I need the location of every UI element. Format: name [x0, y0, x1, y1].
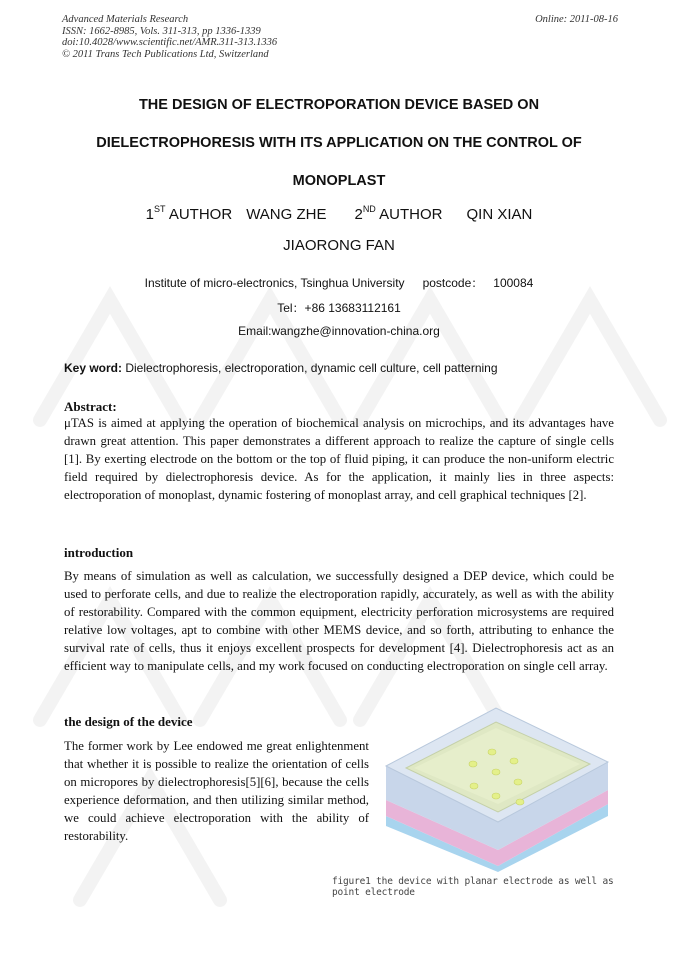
- postcode-value: 100084: [493, 276, 534, 290]
- introduction-text: By means of simulation as well as calculation, we successfully designed a DEP device, which could be used to perforate cells, and due to realize the electroporation rapidly, accurately, as well as with the ability of restorability. Compared with the common equipment, electricity perforation microsystems are required relative low voltages, apt to combine with other MEMS device, and so forth, attributing to enhance the survival rate of cells, thus it enjoys excellent prospects for development [4]. Dielectrophoresis act as an efficient way to manipulate cells, and my work focused on conducting electroporation on single cell array.: [64, 569, 614, 674]
- design-heading: the design of the device: [64, 714, 193, 729]
- second-author-name: QIN XIAN: [466, 206, 533, 223]
- point-electrode: [492, 769, 500, 775]
- point-electrode: [510, 758, 518, 764]
- introduction-heading: introduction: [64, 545, 134, 560]
- online-date: Online: 2011-08-16: [535, 14, 618, 25]
- first-author-label: AUTHOR: [168, 206, 233, 223]
- point-electrode: [492, 793, 500, 799]
- design-text: The former work by Lee endowed me great enlightenment that whether it is possible to realize the orientation of cells on micropores by dielectrophoresis[5][6], because the cells experience deformation, and then utilizing similar method, we could achieve electroporation with the ability of restorability.: [64, 739, 369, 844]
- keywords: [64, 361, 624, 375]
- second-author-number: 2: [354, 206, 363, 223]
- abstract-text: μTAS is aimed at applying the operation of biochemical analysis on microchips, and its advantages have drawn great attention. This paper demonstrates a different approach to realize the capture of single cells [1]. By exerting electrode on the bottom or the top of fluid piping, it can produce the non-uniform electric field required by dielectrophoresis device. As for the application, it mainly lies in three aspects: electroporation of monoplast, dynamic fostering of monoplast array, and cell graphical techniques [2].: [64, 416, 614, 503]
- institute-name: Institute of micro-electronics, Tsinghua University: [144, 276, 405, 290]
- issn-line: ISSN: 1662-8985, Vols. 311-313, pp 1336-1339: [62, 25, 261, 37]
- figure-caption: figure1 the device with planar electrode as well as point electrode: [332, 876, 614, 898]
- copyright-line: © 2011 Trans Tech Publications Ltd, Switzerland: [62, 48, 269, 60]
- paper-title: [40, 86, 638, 200]
- doi-line: doi:10.4028/www.scientific.net/AMR.311-313.1336: [62, 37, 278, 48]
- telephone: Tel：+86 13683112161: [277, 301, 401, 315]
- point-electrode: [469, 761, 477, 767]
- postcode-label: postcode：: [422, 276, 484, 290]
- first-author-number: 1: [145, 206, 154, 223]
- first-author-ordinal: ST: [153, 204, 166, 214]
- title-line-3: MONOPLAST: [292, 173, 386, 189]
- abstract-heading: Abstract:: [64, 399, 117, 414]
- affiliation-line: [40, 274, 638, 291]
- journal-name: Advanced Materials Research: [62, 14, 189, 25]
- title-line-1: THE DESIGN OF ELECTROPORATION DEVICE BASED ON: [138, 97, 540, 113]
- point-electrode: [516, 799, 524, 805]
- point-electrode: [514, 779, 522, 785]
- keywords-text: Dielectrophoresis, electroporation, dynamic cell culture, cell patterning: [122, 361, 498, 375]
- title-line-2: DIELECTROPHORESIS WITH ITS APPLICATION ON THE CONTROL OF: [96, 135, 582, 151]
- email: Email:wangzhe@innovation-china.org: [238, 324, 440, 338]
- second-author-label: AUTHOR: [379, 206, 443, 223]
- point-electrode: [470, 783, 478, 789]
- author-line: [40, 199, 638, 225]
- third-author-name: JIAORONG FAN: [283, 237, 395, 254]
- device-illustration: [378, 704, 616, 872]
- keywords-label: Key word:: [64, 361, 123, 375]
- second-author-ordinal: ND: [362, 204, 376, 214]
- point-electrode: [488, 749, 496, 755]
- first-author-name: WANG ZHE: [246, 206, 327, 223]
- journal-header: [62, 14, 618, 60]
